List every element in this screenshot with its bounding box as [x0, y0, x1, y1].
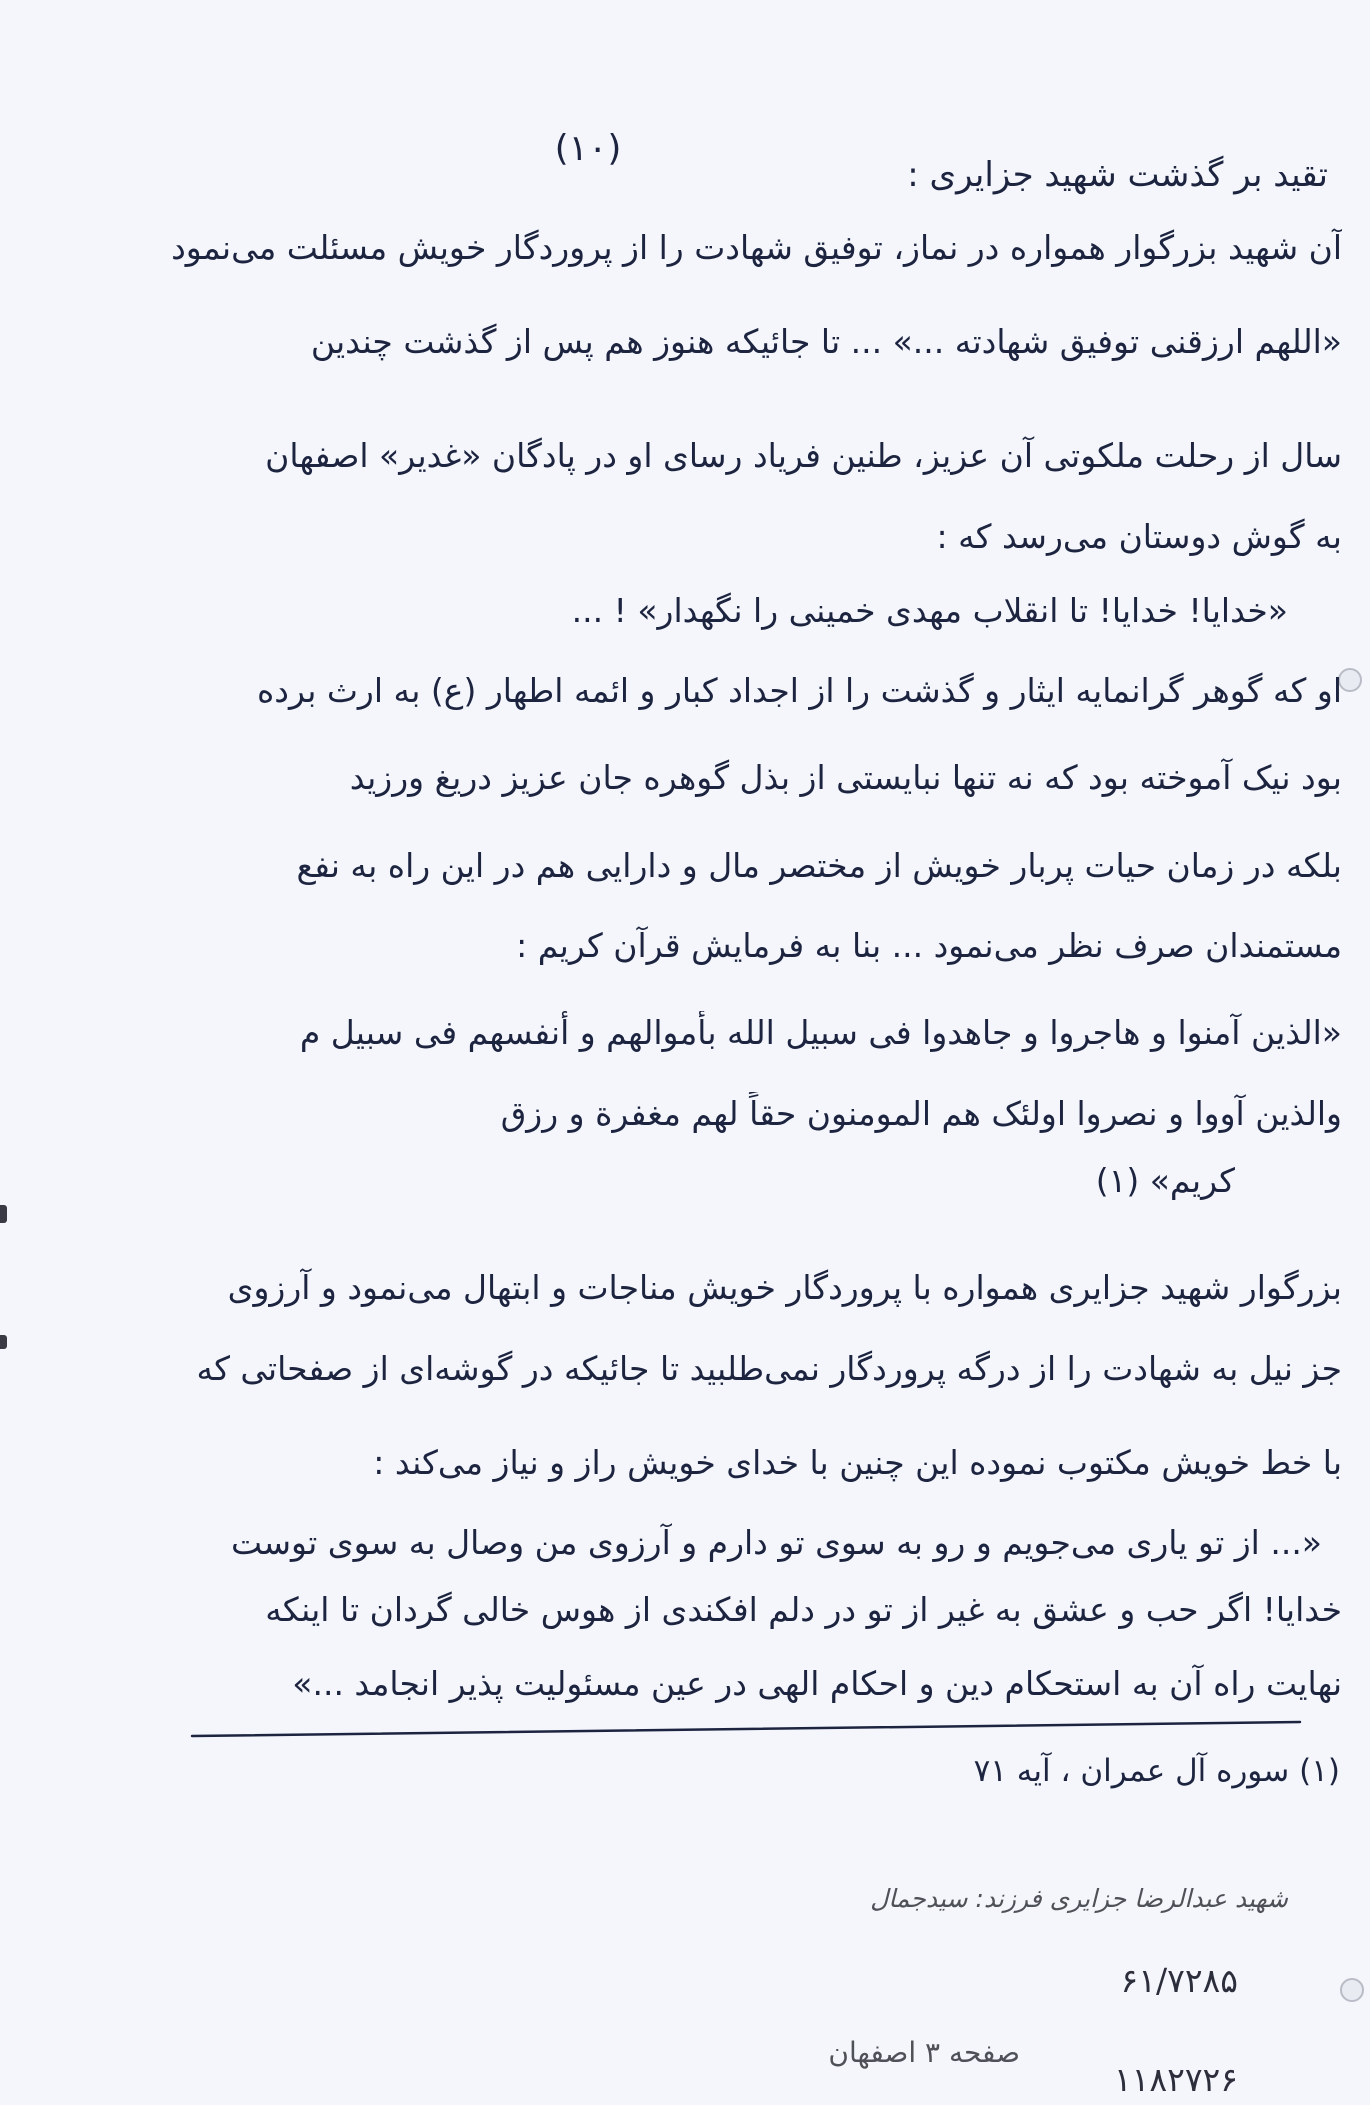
text-line: «اللهم ارزقنی توفیق شهادته ...» ... تا جائیکه هنوز هم پس از گذشت چندین: [310, 322, 1342, 361]
text-line: جز نیل به شهادت را از درگه پروردگار نمی‌طلبید تا جائیکه در گوشه‌ای از صفحاتی که: [196, 1349, 1342, 1388]
prayer-line: خدایا! اگر حب و عشق به غیر از تو در دلم افکندی از هوس خالی گردان تا اینکه: [265, 1590, 1342, 1629]
text-line: مستمندان صرف نظر می‌نمود ... بنا به فرمایش قرآن کریم :: [516, 926, 1342, 965]
prayer-line: نهایت راه آن به استحکام دین و احکام الهی در عین مسئولیت پذیر انجامد ...»: [292, 1664, 1342, 1703]
text-line: آن شهید بزرگوار همواره در نماز، توفیق شهادت را از پروردگار خویش مسئلت می‌نمود: [171, 228, 1342, 267]
archive-number-note: ۱۱۸۲۷۲۶: [1113, 2060, 1238, 2099]
archive-code-note: ۶۱/۷۲۸۵: [1120, 1961, 1238, 2000]
text-line: بزرگوار شهید جزایری همواره با پروردگار خویش مناجات و ابتهال می‌نمود و آرزوی: [227, 1268, 1342, 1307]
footnote: (۱) سوره آل عمران ، آیه ۷۱: [973, 1753, 1340, 1789]
document-heading: تقید بر گذشت شهید جزایری :: [907, 155, 1328, 195]
text-line: با خط خویش مکتوب نموده این چنین با خدای خویش راز و نیاز می‌کند :: [373, 1443, 1342, 1482]
text-line: بلکه در زمان حیات پربار خویش از مختصر مال و دارایی هم در این راه به نفع: [296, 846, 1342, 885]
quote-line: «خدایا! خدایا! تا انقلاب مهدی خمینی را نگهدار» ! ...: [571, 591, 1288, 630]
archive-page-note: صفحه ۳ اصفهان: [828, 2036, 1020, 2069]
prayer-line: «... از تو یاری می‌جویم و رو به سوی تو دارم و آرزوی من وصال به سوی توست: [231, 1523, 1322, 1562]
text-line: او که گوهر گرانمایه ایثار و گذشت را از اجداد کبار و ائمه اطهار (ع) به ارث برده: [257, 671, 1342, 710]
text-line: سال از رحلت ملکوتی آن عزیز، طنین فریاد رسای او در پادگان «غدیر» اصفهان: [265, 436, 1342, 475]
verse-line: والذین آووا و نصروا اولئک هم المومنون حقاً لهم مغفرة و رزق: [500, 1094, 1342, 1133]
verse-line: «الذین آمنوا و هاجروا و جاهدوا فی سبیل الله بأموالهم و أنفسهم فی سبیل م: [299, 1013, 1342, 1052]
archive-name-note: شهید عبدالرضا جزایری فرزند: سیدجمال: [870, 1884, 1288, 1913]
text-line: بود نیک آموخته بود که نه تنها نبایستی از بذل گوهره جان عزیز دریغ ورزید: [349, 758, 1342, 797]
text-line: به گوش دوستان می‌رسد که :: [936, 517, 1342, 556]
verse-line: کریم» (۱): [1095, 1161, 1235, 1200]
page-number: (۱۰): [554, 128, 622, 169]
